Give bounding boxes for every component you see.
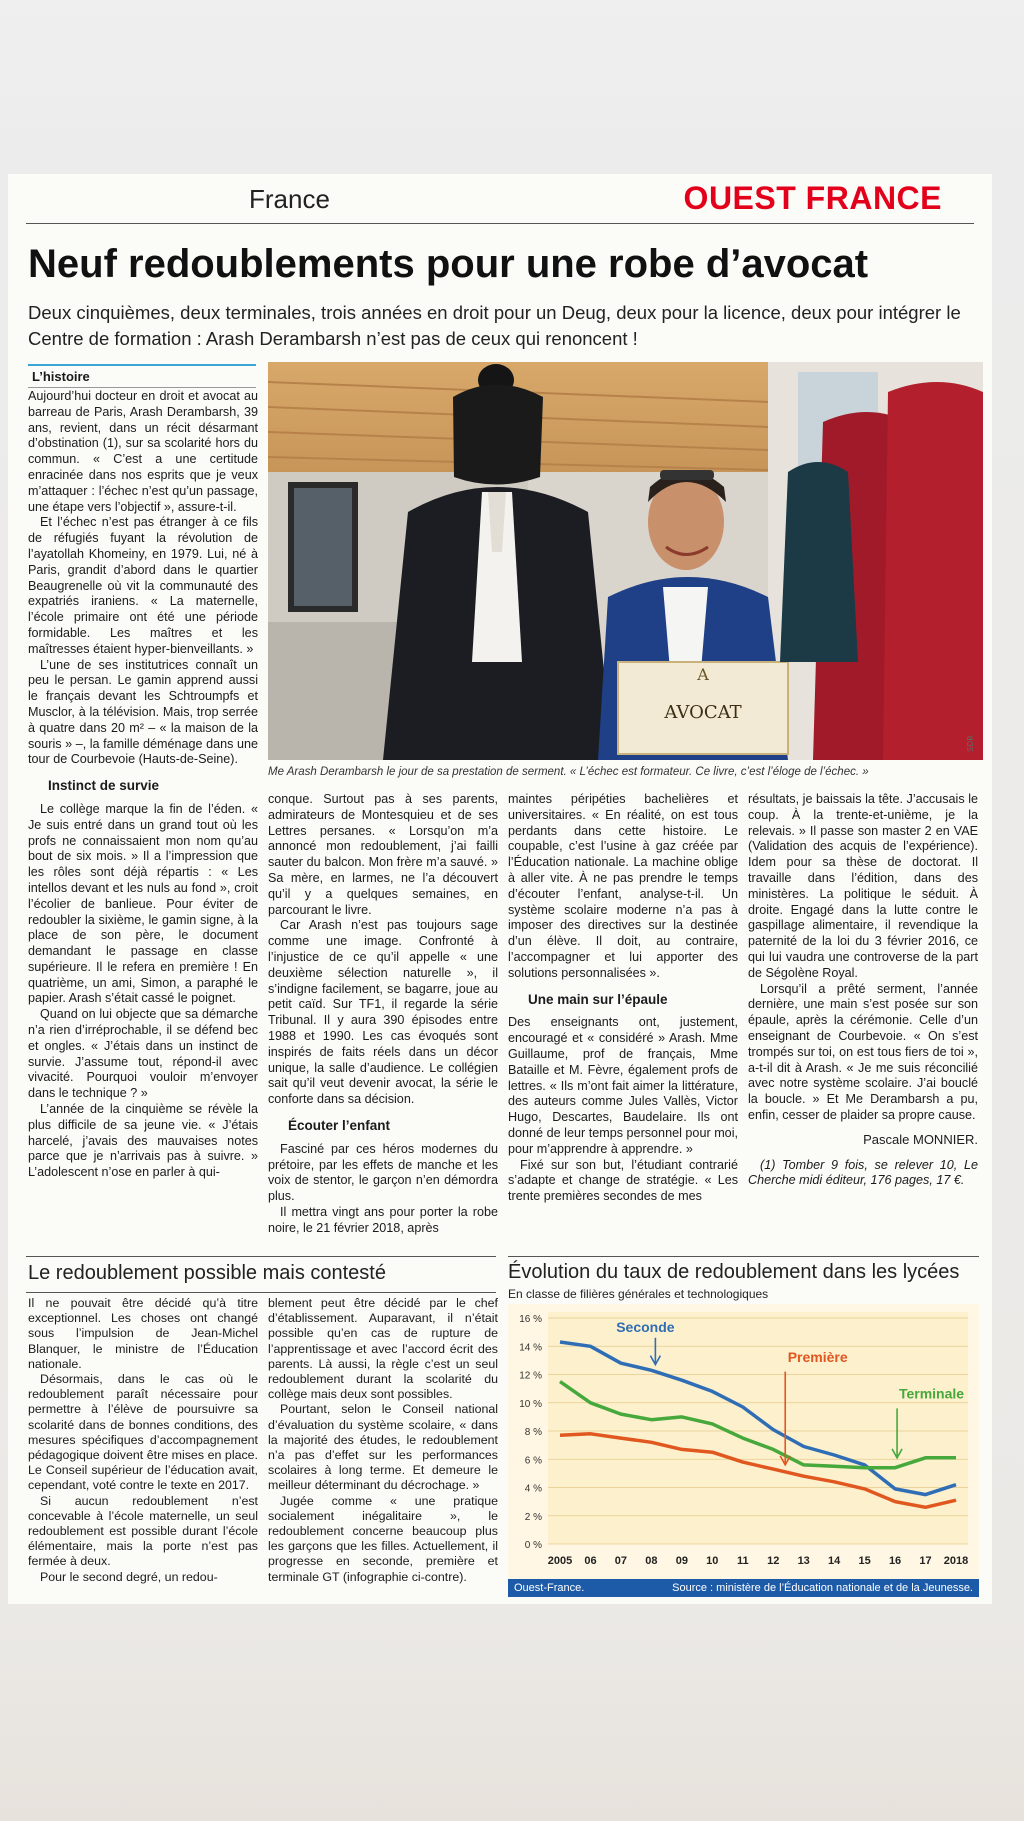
paragraph: Fixé sur son but, l’étudiant contrarié s’adapte et change de stratégie. « Les trente premières secondes de mes: [508, 1157, 738, 1204]
paragraph: Fasciné par ces héros modernes du prétoire, par les effets de manche et les voix de stentor, le garçon n’en démordra plus.: [268, 1141, 498, 1204]
paragraph: L’une de ses institutrices connaît un peu le persan. Le gamin apprend aussi le français devant les Schtroumpfs et Musclor, à la télévision. Mais, trop serrée à quatre dans 20 m² – « la maison de la souris » –, la famille déménage dans une tour de Courbevoie (Hauts-de-Seine).: [28, 657, 258, 767]
paragraph: Et l’échec n’est pas étranger à ce fils de réfugiés fuyant la révolution de l’ayatollah Khomeiny, en 1979. Lui, né à Paris, grandit d’abord dans le quartier Beaugrenelle où vit la communauté des expatriés iraniens. « La maternelle, l’école primaire ont été une période formidable. Les maîtres et les maîtresses étaient hyper-bienveillants. »: [28, 515, 258, 656]
chart-rule: [508, 1256, 979, 1257]
article-column-3: [508, 792, 738, 1205]
box-title: Le redoublement possible mais contesté: [28, 1262, 386, 1284]
x-tick-label: 09: [675, 1555, 688, 1567]
article-column-2: [268, 792, 498, 1237]
paragraph: maintes péripéties bachelières et universitaires. « En réalité, on est tous perdants dans cette histoire. Le coupable, c’est l’usine à gaz créée par l’Éducation nationale. La machine oblige à aller vite. À ne pas prendre le temps d’écouter l’enfant, analyse-t-il. Un système scolaire moderne n’a pas à imposer des directives sur la destinée d’un élève. Il doit, au contraire, l’accompagner et lui apporter des solutions personnalisées ».: [508, 792, 738, 980]
diploma-word: AVOCAT: [664, 702, 742, 723]
x-tick-label: 12: [767, 1555, 780, 1567]
series-label-terminale: Terminale: [898, 1385, 965, 1402]
chart-subtitle: En classe de filières générales et technologiques: [508, 1287, 769, 1301]
box-column-2: [268, 1296, 498, 1585]
svg-text:A: A: [697, 665, 709, 684]
article-photo: [268, 362, 983, 760]
author-signature: Pascale MONNIER.: [863, 1131, 978, 1147]
chart-footer-source: Source : ministère de l’Éducation nationale et de la Jeunesse.: [672, 1582, 973, 1594]
x-tick-label: 14: [828, 1555, 841, 1567]
article-column-1: [28, 389, 258, 1181]
paragraph: Il ne pouvait être décidé qu’à titre exceptionnel. Les choses ont changé sous l’impulsion de Jean-Michel Blanquer, le ministre de l’Éducation nationale.: [28, 1296, 258, 1371]
x-tick-label: 17: [919, 1555, 932, 1567]
y-tick-label: 6 %: [524, 1455, 542, 1467]
section-label: France: [249, 184, 330, 214]
kicker-label: L’histoire: [28, 364, 256, 388]
paragraph: Des enseignants ont, justement, encouragé et « considéré » Arash. Mme Guillaume, prof de français, Mme Bataille et M. Fèvre, également profs de lettres. « Ils m’ont fait aimer la littérature, des auteurs comme Jules Vallès, Victor Hugo, Descartes, Baudelaire. Ils ont donné de leur temps personnel pour moi, pour m’apprendre à apprendre. »: [508, 1015, 738, 1156]
x-tick-label: 07: [614, 1555, 628, 1567]
paragraph: L’année de la cinquième se révèle la plus difficile de sa jeune vie. « J’étais harcelé, j’avais des mauvaises notes parce que je n’arrivais pas à suivre. » L’adolescent n’ose en parler à qui-: [28, 1102, 258, 1180]
box-rule: [26, 1256, 496, 1257]
x-tick-label: 16: [888, 1555, 902, 1567]
x-tick-label: 13: [797, 1555, 810, 1567]
x-tick-label: 10: [706, 1555, 719, 1567]
standfirst: Deux cinquièmes, deux terminales, trois années en droit pour un Deug, deux pour la licence, deux pour intégrer le Centre de formation : Arash Derambarsh n’est pas de ceux qui renoncent !: [28, 302, 961, 349]
subheading: Écouter l’enfant: [288, 1117, 391, 1133]
paragraph: Jugée comme « une pratique socialement inégalitaire », le redoublement concerne beaucoup plus les garçons que les filles. Actuellement, il progresse en seconde, première et terminale GT (infographie ci-contre).: [268, 1493, 498, 1584]
x-tick-label: 15: [858, 1555, 871, 1567]
paragraph: conque. Surtout pas à ses parents, admirateurs de Montesquieu et de ses Lettres persanes. « Lorsqu’on m’a annoncé mon redoublement, j’ai failli sauter du balcon. Mon frère m’a sauvé. » Sa mère, en larmes, ne l’a découvert qu’il y a quelques semaines, en parcourant le livre.: [268, 792, 498, 917]
newspaper-page: [8, 174, 992, 1604]
chart-footer-brand: Ouest-France.: [514, 1582, 585, 1594]
y-tick-label: 16 %: [519, 1314, 542, 1325]
paragraph: Lorsqu’il a prêté serment, l’année dernière, une main s’est posée sur son épaule, après la cérémonie. Celle d’un enseignant de Courbevoie. « On s’est trompés sur toi, on est tous fiers de toi », a-t-il dit à Arash. « Je me suis réconcilié avec notre système scolaire. J’ai bouclé la boucle. » Et Me Derambarsh a pu, enfin, cesser de plaider sa propre cause.: [748, 981, 978, 1122]
subheading: Une main sur l’épaule: [528, 991, 668, 1007]
paragraph: Pour le second degré, un redou-: [40, 1569, 218, 1584]
photo-credit: SDR: [966, 735, 975, 752]
box-rule: [26, 1292, 496, 1293]
paragraph: Le collège marque la fin de l’éden. « Je suis entré dans un grand tout où les profs ne connaissaient mon nom qu’au bout de six mois. » Il a l’impression que les rôles sont déjà répartis : « Les intellos devant et les nuls au fond », croit l’écolier de banlieue. Pour éviter de redoubler la sixième, le gamin signe, à la place de son père, le document demandant le passage en classe supérieure. Il le refera en première ! En quatrième, un ami, Simon, a paraphé le papier. Arash s’était cassé le poignet.: [28, 801, 258, 1006]
x-tick-label: 2005: [547, 1555, 573, 1567]
x-tick-label: 2018: [943, 1555, 969, 1567]
headline: Neuf redoublements pour une robe d’avocat: [28, 242, 869, 286]
y-tick-label: 2 %: [524, 1511, 542, 1523]
y-tick-label: 4 %: [524, 1483, 542, 1495]
x-tick-label: 06: [584, 1555, 597, 1567]
paragraph: Car Arash n’est pas toujours sage comme une image. Confronté à l’injustice de ce qu’il appelle « une deuxième sélection naturelle », il s’indigne facilement, se bagarre, joue au petit caïd. Sur TF1, il regarde la série Tribunal. Il y aura 390 épisodes entre 1988 et 1990. Les cas évoqués sont inspirés de faits réels dans un décor unique, la salle d’audience. Le collégien sait qu’il veut devenir avocat, la série le conforte dans sa décision.: [268, 918, 498, 1107]
photo-illustration: [268, 362, 983, 760]
line-chart: [508, 1304, 979, 1590]
y-tick-label: 10 %: [519, 1398, 542, 1410]
chart-footer: [508, 1579, 979, 1597]
series-label-seconde: Seconde: [616, 1319, 675, 1336]
paragraph: blement peut être décidé par le chef d’établissement. Auparavant, il n’était possible qu’en cas de rupture de l’apprentissage et avec l’accord écrit des parents. Là aussi, la règle c’est un seul redoublement durant la scolarité du collège mais deux sont possibles.: [268, 1296, 498, 1402]
footnote: (1) Tomber 9 fois, se relever 10, Le Cherche midi éditeur, 176 pages, 17 €.: [748, 1157, 978, 1188]
paragraph: Si aucun redoublement n’est concevable à l’école maternelle, un seul redoublement est possible durant l’école élémentaire, mais la porte n’est pas fermée à deux.: [28, 1493, 258, 1569]
article-column-4: [748, 792, 978, 1189]
newspaper-logo: OUEST FRANCE: [683, 180, 942, 216]
y-tick-label: 12 %: [519, 1370, 542, 1382]
subheading: Instinct de survie: [48, 778, 160, 794]
x-tick-label: 11: [736, 1555, 749, 1567]
paragraph: Pourtant, selon le Conseil national d’évaluation du système scolaire, « dans la majorité des études, le redoublement n’a pas d’effet sur les performances scolaires à long terme. Et demeure le meilleur déterminant du décrochage. »: [268, 1402, 498, 1493]
box-column-1: [28, 1296, 258, 1585]
paragraph: Désormais, dans le cas où le redoublement paraît nécessaire pour permettre à l’élève de poursuivre sa scolarité dans de bonnes conditions, des mesures spécifiques d’accompagnement pédagogique doivent être mises en place. Le Conseil supérieur de l’éducation avait, cependant, voté contre le texte en 2017.: [28, 1372, 258, 1493]
photo-caption: Me Arash Derambarsh le jour de sa prestation de serment. « L’échec est formateur. Ce livre, c’est l’éloge de l’échec. »: [268, 766, 869, 778]
chart-title: Évolution du taux de redoublement dans les lycées: [508, 1261, 960, 1283]
y-tick-label: 0 %: [524, 1540, 542, 1551]
y-tick-label: 8 %: [524, 1427, 542, 1438]
x-tick-label: 08: [645, 1555, 658, 1567]
plot-area: [548, 1312, 968, 1544]
paragraph: Aujourd’hui docteur en droit et avocat au barreau de Paris, Arash Derambarsh, 39 ans, revient, dans un récit désarmant d’obstination (1), sur sa scolarité hors du commun. « C’est a une certitude enracinée dans nos esprits que je veux m’attaquer : l’échec n’est qu’un passage, une étape vers l’objectif », assure-t-il.: [28, 389, 258, 514]
paragraph: Quand on lui objecte que sa démarche n’a rien d’irréprochable, il se défend bec et ongles. « J’étais dans un instinct de survie. J’assume tout, répond-il avec vivacité. Pourquoi vouloir m’envoyer dans le technique ? »: [28, 1007, 258, 1101]
series-label-première: Première: [787, 1348, 848, 1365]
paragraph: résultats, je baissais la tête. J’accusais le coup. À la trente-et-unième, je la relevais. » Il passe son master 2 en VAE (Validation des acquis de l’expérience). Idem pour sa thèse de doctorat. Il travaille dans l’édition, dans des ministères. La politique le séduit. À droite. Engagé dans la lutte contre le gaspillage alimentaire, il revendique la paternité de la loi du 3 février 2016, ce qui lui vaudra une controverse de la part de Ségolène Royal.: [748, 792, 978, 980]
y-tick-label: 14 %: [519, 1342, 542, 1354]
paragraph: Il mettra vingt ans pour porter la robe noire, le 21 février 2018, après: [268, 1204, 498, 1235]
